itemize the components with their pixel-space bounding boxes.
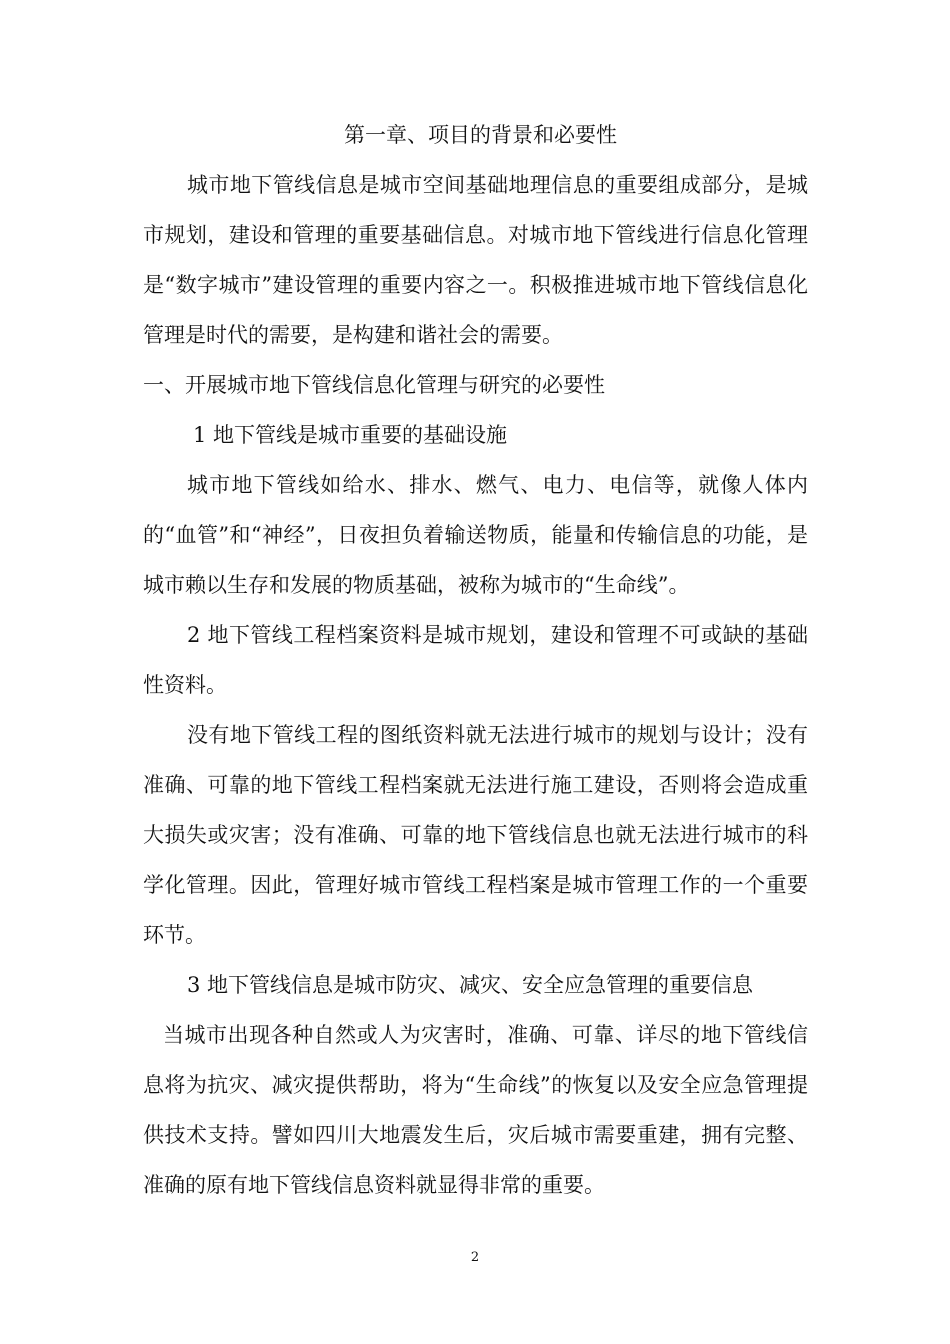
item1-paragraph: 城市地下管线如给水、排水、燃气、电力、电信等，就像人体内的“血管”和“神经”，日夜担负着输送物质，能量和传输信息的功能，是城市赖以生存和发展的物质基础，被称为城市的“生命线”。 [143,473,808,597]
section-heading: 一、开展城市地下管线信息化管理与研究的必要性 [143,373,605,397]
page-number: 2 [470,1250,480,1265]
chapter-title: 第一章、项目的背景和必要性 [344,123,617,147]
item3-heading: 3 地下管线信息是城市防灾、减灾、安全应急管理的重要信息 [187,973,754,997]
item1-heading: 1 地下管线是城市重要的基础设施 [193,423,508,447]
document-body [143,110,808,1210]
intro-paragraph: 城市地下管线信息是城市空间基础地理信息的重要组成部分，是城市规划，建设和管理的重要基础信息。对城市地下管线进行信息化管理是“数字城市”建设管理的重要内容之一。积极推进城市地下管线信息化管理是时代的需要，是构建和谐社会的需要。 [143,173,808,347]
item2-heading: 2 地下管线工程档案资料是城市规划，建设和管理不可或缺的基础性资料。 [143,623,808,697]
item2-paragraph: 没有地下管线工程的图纸资料就无法进行城市的规划与设计；没有准确、可靠的地下管线工程档案就无法进行施工建设，否则将会造成重大损失或灾害；没有准确、可靠的地下管线信息也就无法进行城市的科学化管理。因此，管理好城市管线工程档案是城市管理工作的一个重要环节。 [143,723,808,947]
item3-paragraph: 当城市出现各种自然或人为灾害时，准确、可靠、详尽的地下管线信息将为抗灾、减灾提供帮助，将为“生命线”的恢复以及安全应急管理提供技术支持。譬如四川大地震发生后，灾后城市需要重建，拥有完整、准确的原有地下管线信息资料就显得非常的重要。 [143,1023,808,1197]
